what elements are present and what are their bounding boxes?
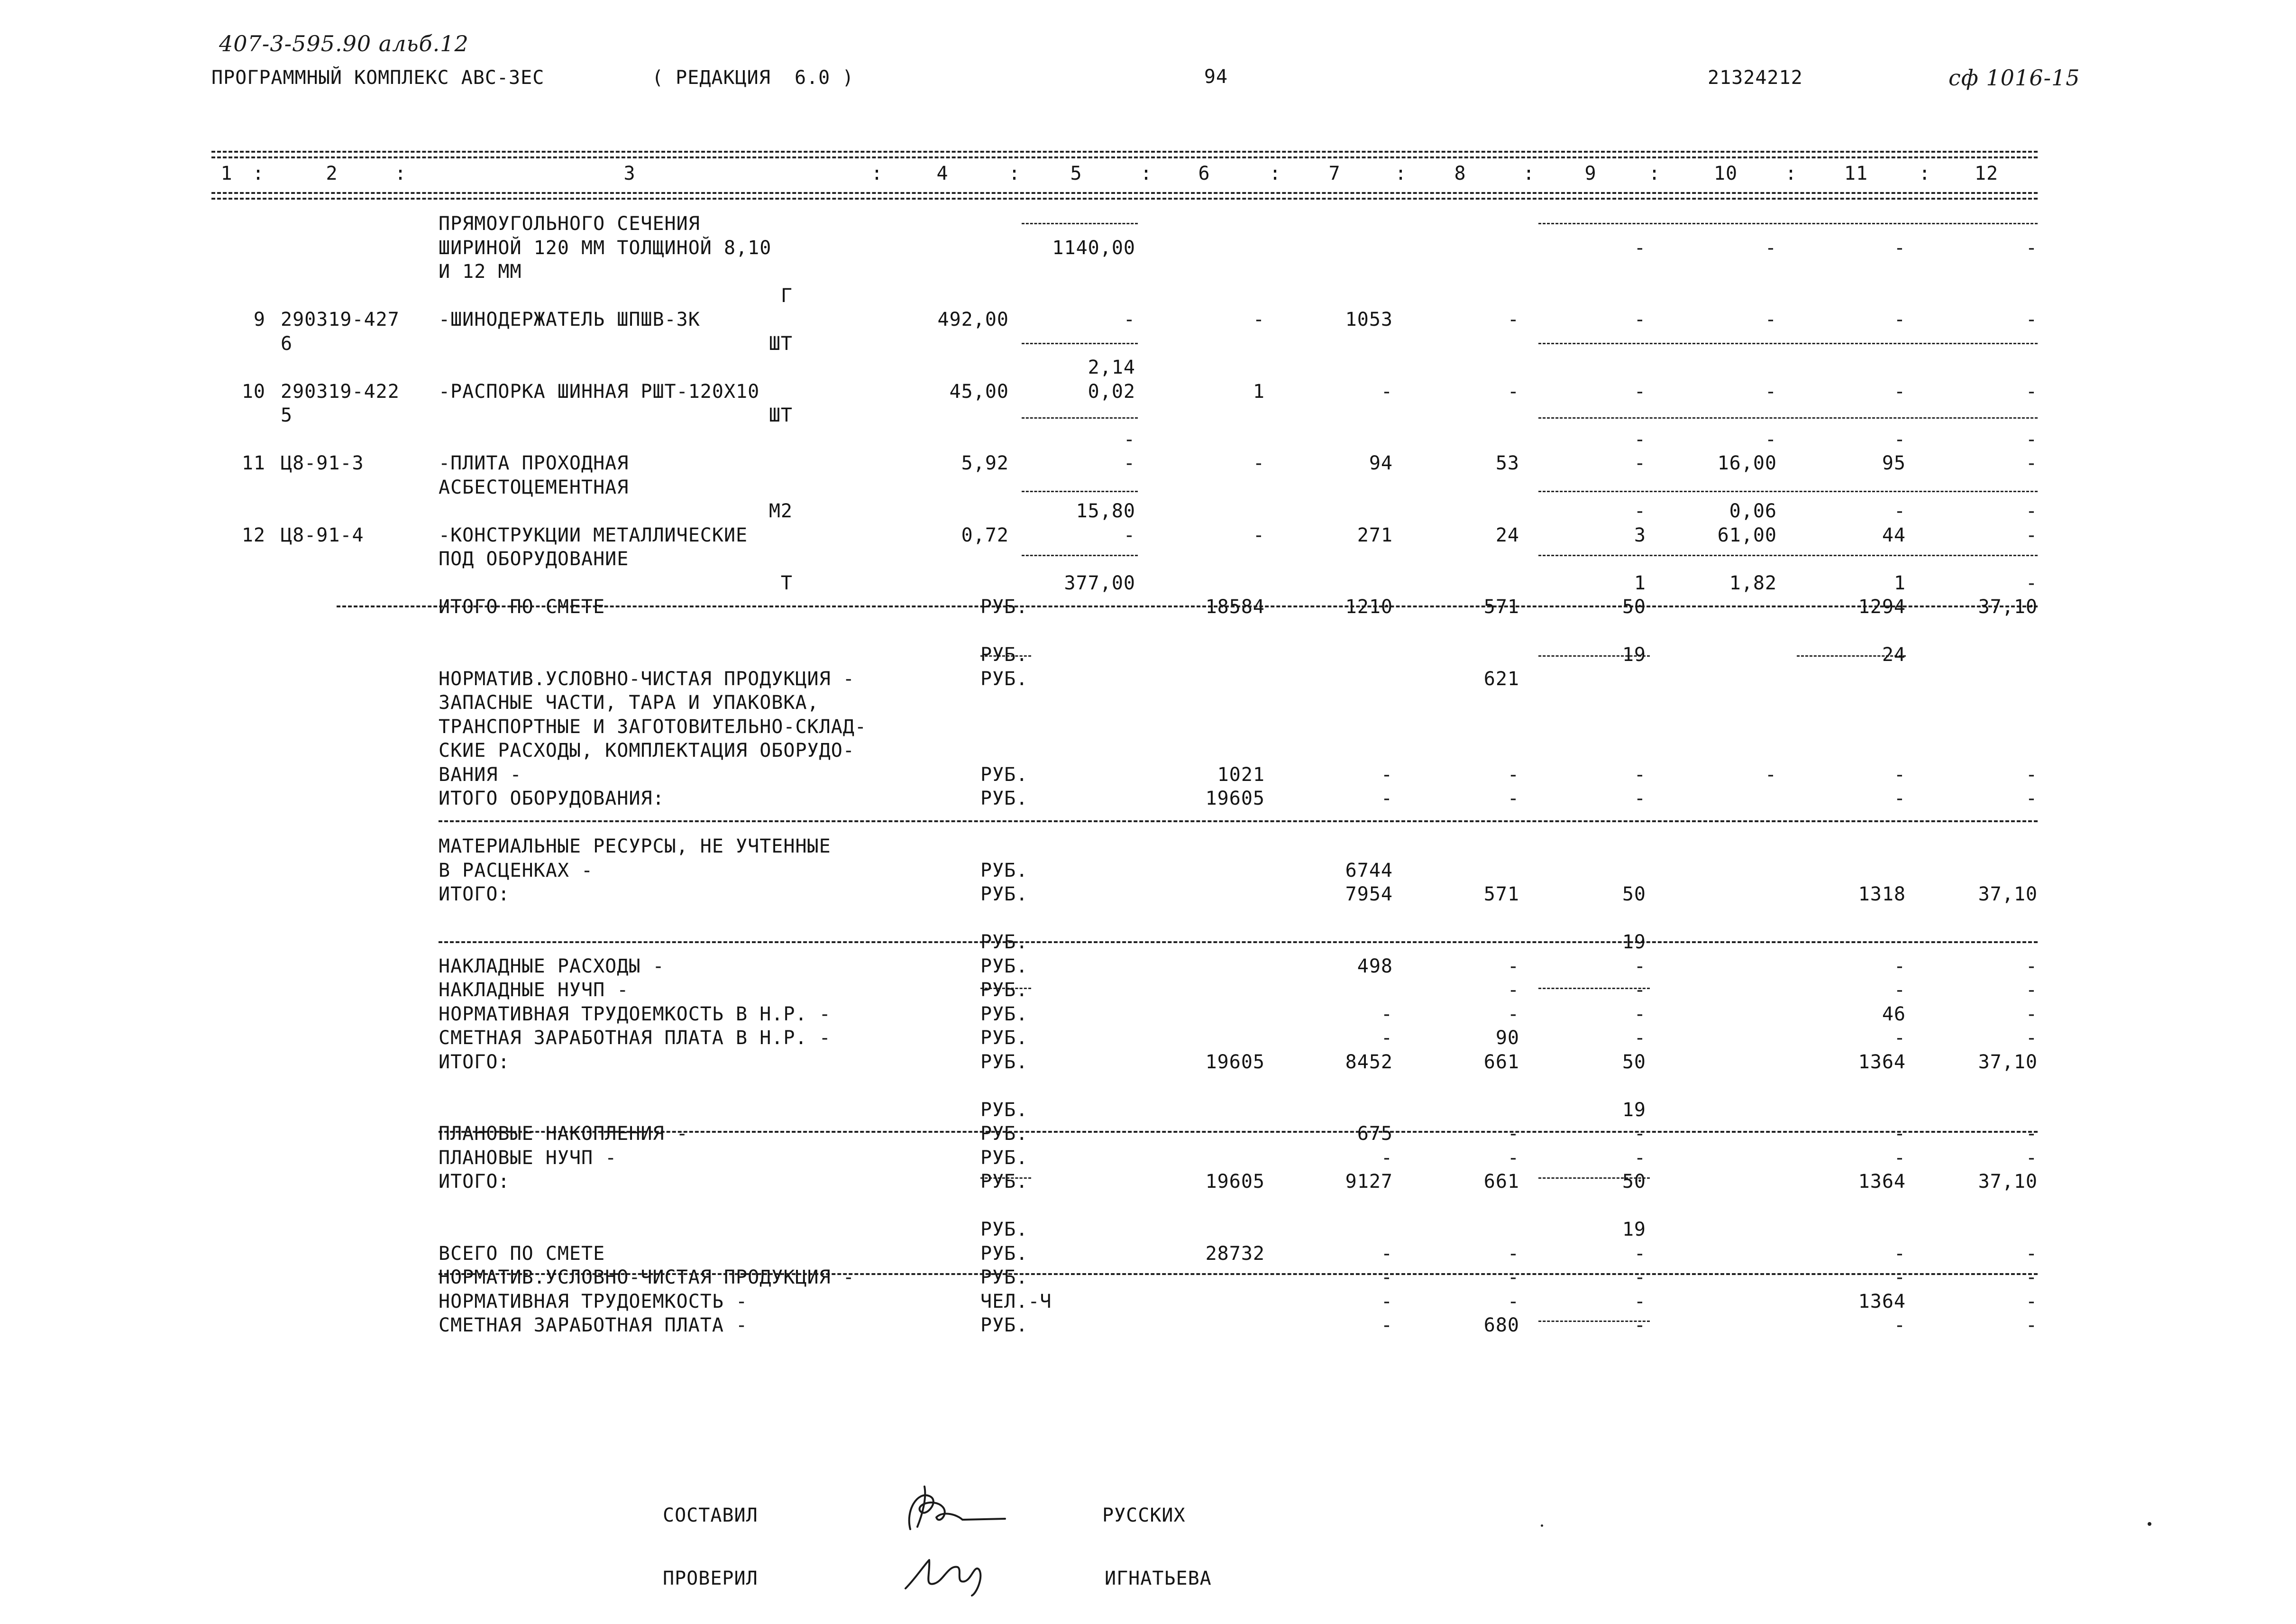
item-description: ПОД ОБОРУДОВАНИЕ [439, 548, 629, 570]
cell-col-9: - [1634, 1003, 1646, 1025]
cell-col-4: РУБ. [980, 1171, 1028, 1193]
column-separator: : [1919, 163, 1931, 184]
item-description: ИТОГО ОБОРУДОВАНИЯ: [439, 788, 665, 809]
column-separator: : [252, 163, 265, 184]
cell-col-9: - [1634, 428, 1646, 450]
cell-col-12: - [2025, 1314, 2038, 1336]
item-description: МАТЕРИАЛЬНЫЕ РЕСУРСЫ, НЕ УЧТЕННЫЕ [439, 835, 831, 857]
cell-col-11: - [1894, 763, 1906, 786]
column-number: 9 [1584, 163, 1597, 184]
cell-col-9: 19 [1622, 1099, 1646, 1121]
item-unit: Т [780, 572, 793, 594]
item-description: И 12 ММ [439, 261, 522, 283]
cell-col-11: 1 [1894, 572, 1906, 594]
cell-col-7: 1210 [1345, 596, 1393, 618]
cell-col-11: - [1894, 1147, 1906, 1169]
cell-col-4: 5,92 [961, 452, 1009, 474]
speck-mark [1541, 1524, 1543, 1527]
cell-col-12: - [2025, 763, 2038, 786]
cell-col-5: - [1123, 452, 1135, 474]
cell-col-9: 50 [1622, 596, 1646, 618]
dashed-rule [1022, 491, 1138, 492]
cell-col-5: - [1123, 309, 1135, 330]
cell-col-5: 0,02 [1088, 380, 1135, 403]
dashed-rule [211, 151, 2038, 153]
cell-col-9: 1 [1634, 572, 1646, 594]
column-number: 6 [1198, 163, 1210, 184]
cell-col-7: - [1381, 788, 1393, 809]
cell-col-9: - [1634, 452, 1646, 474]
doc-code: 407-3-595.90 альб.12 [219, 31, 469, 56]
cell-col-9: 50 [1622, 1051, 1646, 1073]
cell-col-4: РУБ. [980, 1314, 1028, 1336]
cell-col-8: - [1507, 380, 1519, 403]
item-description: ШИРИНОЙ 120 ММ ТОЛЩИНОЙ 8,10 [439, 237, 772, 259]
cell-col-6: 28732 [1205, 1242, 1265, 1265]
item-unit: ШТ [768, 404, 793, 426]
signature-checked [896, 1551, 1000, 1598]
item-description: НОРМАТИВНАЯ ТРУДОЕМКОСТЬ - [439, 1290, 748, 1312]
item-number: 9 [253, 309, 265, 330]
cell-col-7: 7954 [1345, 883, 1393, 905]
column-number: 10 [1713, 163, 1738, 184]
cell-col-12: - [2025, 979, 2038, 1001]
cell-col-9: - [1634, 788, 1646, 809]
cell-col-7: - [1381, 1314, 1393, 1336]
item-description: -КОНСТРУКЦИИ МЕТАЛЛИЧЕСКИЕ [439, 524, 748, 546]
cell-col-12: 37,10 [1978, 1171, 2038, 1193]
cell-col-7: 8452 [1345, 1051, 1393, 1073]
column-separator: : [1648, 163, 1661, 184]
cell-col-11: - [1894, 1027, 1906, 1049]
cell-col-8: - [1507, 1266, 1519, 1288]
cell-col-5: 1140,00 [1052, 237, 1135, 259]
cell-col-8: 661 [1483, 1051, 1519, 1073]
cell-col-8: - [1507, 763, 1519, 786]
cell-col-9: - [1634, 1242, 1646, 1265]
column-separator: : [1395, 163, 1407, 184]
cell-col-12: - [2025, 237, 2038, 259]
cell-col-11: - [1894, 428, 1906, 450]
column-number: 3 [623, 163, 636, 184]
cell-col-7: - [1381, 1266, 1393, 1288]
cell-col-8: 571 [1483, 596, 1519, 618]
item-description: НАКЛАДНЫЕ РАСХОДЫ - [439, 955, 665, 977]
cell-col-11: 1294 [1858, 596, 1906, 618]
item-description: -РАСПОРКА ШИННАЯ РШТ-120Х10 [439, 380, 760, 403]
cell-col-11: - [1894, 380, 1906, 403]
cell-col-6: 19605 [1205, 788, 1265, 809]
edition: ( РЕДАКЦИЯ 6.0 ) [652, 67, 854, 89]
dashed-rule [1022, 555, 1138, 556]
compiled-name: РУССКИХ [1102, 1505, 1186, 1526]
cell-col-6: 19605 [1205, 1051, 1265, 1073]
cell-col-12: - [2025, 524, 2038, 546]
cell-col-4: РУБ. [980, 788, 1028, 809]
cell-col-9: 19 [1622, 644, 1646, 666]
cell-col-7: 94 [1369, 452, 1393, 474]
cell-col-4: РУБ. [980, 1147, 1028, 1169]
item-description: СМЕТНАЯ ЗАРАБОТНАЯ ПЛАТА В Н.Р. - [439, 1027, 831, 1049]
cell-col-11: - [1894, 788, 1906, 809]
column-number: 11 [1844, 163, 1868, 184]
cell-col-9: - [1634, 380, 1646, 403]
cell-col-10: 1,82 [1729, 572, 1777, 594]
cell-col-11: - [1894, 1266, 1906, 1288]
cell-col-10: - [1765, 237, 1777, 259]
signature-compiled [891, 1482, 1015, 1534]
item-number: 11 [241, 452, 265, 474]
cell-col-11: 95 [1882, 452, 1906, 474]
item-description: -ПЛИТА ПРОХОДНАЯ [439, 452, 629, 474]
cell-col-4: РУБ. [980, 1242, 1028, 1265]
column-number: 2 [326, 163, 338, 184]
cell-col-8: 571 [1483, 883, 1519, 905]
cell-col-9: - [1634, 237, 1646, 259]
cell-col-4: РУБ. [980, 931, 1028, 953]
cell-col-11: - [1894, 979, 1906, 1001]
cell-col-4: РУБ. [980, 883, 1028, 905]
cell-col-12: - [2025, 1242, 2038, 1265]
column-separator: : [394, 163, 407, 184]
cell-col-10: 16,00 [1717, 452, 1777, 474]
cell-col-8: - [1507, 309, 1519, 330]
dashed-rule [1022, 223, 1138, 224]
cell-col-10: 61,00 [1717, 524, 1777, 546]
column-number: 12 [1974, 163, 1999, 184]
cell-col-4: РУБ. [980, 979, 1028, 1001]
cell-col-7: 6744 [1345, 859, 1393, 881]
item-description: НАКЛАДНЫЕ НУЧП - [439, 979, 629, 1001]
cell-col-12: - [2025, 1003, 2038, 1025]
cell-col-11: - [1894, 500, 1906, 522]
item-description: ИТОГО: [439, 1171, 510, 1193]
item-code: 290319-422 [281, 380, 400, 403]
program-title: ПРОГРАММНЫЙ КОМПЛЕКС АВС-3ЕС [211, 67, 545, 89]
cell-col-11: 1364 [1858, 1171, 1906, 1193]
cell-col-11: 44 [1882, 524, 1906, 546]
cell-col-12: - [2025, 1290, 2038, 1312]
cell-col-9: - [1634, 500, 1646, 522]
dashed-rule [1022, 417, 1138, 419]
item-description: ИТОГО: [439, 1051, 510, 1073]
dashed-rule [1022, 343, 1138, 344]
column-number: 5 [1070, 163, 1082, 184]
cell-col-11: - [1894, 955, 1906, 977]
item-description: НОРМАТИВ.УСЛОВНО-ЧИСТАЯ ПРОДУКЦИЯ - [439, 668, 855, 690]
cell-col-11: 46 [1882, 1003, 1906, 1025]
cell-col-6: 1021 [1217, 763, 1265, 786]
item-code: 290319-427 [281, 309, 400, 330]
cell-col-6: 1 [1253, 380, 1265, 403]
item-description: ВАНИЯ - [439, 763, 522, 786]
cell-col-7: 675 [1357, 1123, 1393, 1145]
cell-col-7: - [1381, 1242, 1393, 1265]
cell-col-9: - [1634, 1147, 1646, 1169]
cell-col-10: - [1765, 428, 1777, 450]
cell-col-9: 50 [1622, 883, 1646, 905]
cell-col-8: 90 [1495, 1027, 1519, 1049]
cell-col-8: 24 [1495, 524, 1519, 546]
column-number: 8 [1454, 163, 1466, 184]
cell-col-8: 661 [1483, 1171, 1519, 1193]
dashed-rule [439, 941, 2038, 943]
cell-col-12: 37,10 [1978, 883, 2038, 905]
item-description: ПЛАНОВЫЕ НАКОПЛЕНИЯ - [439, 1123, 688, 1145]
cell-col-5: - [1123, 524, 1135, 546]
item-code: 6 [281, 332, 293, 355]
cell-col-8: - [1507, 1123, 1519, 1145]
cell-col-8: - [1507, 1147, 1519, 1169]
cell-col-4: РУБ. [980, 1123, 1028, 1145]
cell-col-9: - [1634, 1314, 1646, 1336]
document-code: 21324212 [1708, 67, 1803, 89]
cell-col-4: РУБ. [980, 668, 1028, 690]
cell-col-7: - [1381, 1003, 1393, 1025]
item-description: АСБЕСТОЦЕМЕНТНАЯ [439, 476, 629, 498]
dashed-rule [1538, 417, 2038, 419]
cell-col-4: 45,00 [949, 380, 1009, 403]
cell-col-8: 53 [1495, 452, 1519, 474]
cell-col-6: - [1253, 524, 1265, 546]
cell-col-6: - [1253, 309, 1265, 330]
cell-col-9: - [1634, 1266, 1646, 1288]
cell-col-6: 19605 [1205, 1171, 1265, 1193]
cell-col-8: - [1507, 1003, 1519, 1025]
cell-col-9: - [1634, 763, 1646, 786]
cell-col-12: 37,10 [1978, 596, 2038, 618]
dashed-rule [1538, 555, 2038, 556]
cell-col-8: - [1507, 788, 1519, 809]
cell-col-4: 0,72 [961, 524, 1009, 546]
cell-col-4: РУБ. [980, 859, 1028, 881]
cell-col-6: - [1253, 452, 1265, 474]
cell-col-12: - [2025, 1123, 2038, 1145]
cell-col-9: 3 [1634, 524, 1646, 546]
item-code: 5 [281, 404, 293, 426]
cell-col-4: РУБ. [980, 644, 1028, 666]
dashed-rule [211, 198, 2038, 200]
cell-col-12: - [2025, 309, 2038, 330]
item-description: НОРМАТИВ.УСЛОВНО-ЧИСТАЯ ПРОДУКЦИЯ - [439, 1266, 855, 1288]
cell-col-4: РУБ. [980, 1266, 1028, 1288]
item-unit: Г [780, 284, 793, 307]
cell-col-11: 1364 [1858, 1051, 1906, 1073]
cell-col-12: - [2025, 428, 2038, 450]
cell-col-5: - [1123, 428, 1135, 450]
cell-col-9: - [1634, 979, 1646, 1001]
cell-col-12: - [2025, 1147, 2038, 1169]
cell-col-12: - [2025, 955, 2038, 977]
column-separator: : [1269, 163, 1281, 184]
item-number: 12 [241, 524, 265, 546]
cell-col-8: - [1507, 1290, 1519, 1312]
column-number: 7 [1328, 163, 1341, 184]
checked-label: ПРОВЕРИЛ [663, 1568, 758, 1589]
cell-col-12: - [2025, 452, 2038, 474]
cell-col-7: 9127 [1345, 1171, 1393, 1193]
column-separator: : [871, 163, 883, 184]
cell-col-7: - [1381, 380, 1393, 403]
item-description: ВСЕГО ПО СМЕТЕ [439, 1242, 605, 1265]
cell-col-6: 18584 [1205, 596, 1265, 618]
item-description: ПЛАНОВЫЕ НУЧП - [439, 1147, 617, 1169]
item-description: ПРЯМОУГОЛЬНОГО СЕЧЕНИЯ [439, 213, 700, 235]
cell-col-12: 37,10 [1978, 1051, 2038, 1073]
cell-col-7: - [1381, 1290, 1393, 1312]
dashed-rule [439, 820, 2038, 822]
cell-col-4: РУБ. [980, 596, 1028, 618]
cell-col-10: 0,06 [1729, 500, 1777, 522]
item-description: -ШИНОДЕРЖАТЕЛЬ ШПШВ-3К [439, 309, 700, 330]
column-separator: : [1008, 163, 1021, 184]
column-separator: : [1523, 163, 1535, 184]
dashed-rule [1538, 343, 2038, 344]
dashed-rule [1538, 491, 2038, 492]
cell-col-4: РУБ. [980, 1051, 1028, 1073]
dashed-rule [1538, 988, 1650, 989]
cell-col-9: 19 [1622, 1219, 1646, 1240]
cell-col-5: 377,00 [1064, 572, 1135, 594]
cell-col-10: - [1765, 380, 1777, 403]
cell-col-7: - [1381, 1147, 1393, 1169]
item-unit: ШТ [768, 332, 793, 355]
cell-col-7: 1053 [1345, 309, 1393, 330]
cell-col-12: - [2025, 572, 2038, 594]
cell-col-11: - [1894, 237, 1906, 259]
item-number: 10 [241, 380, 265, 403]
column-separator: : [1785, 163, 1797, 184]
cell-col-12: - [2025, 788, 2038, 809]
speck-mark [2148, 1522, 2151, 1526]
cell-col-12: - [2025, 500, 2038, 522]
cell-col-11: - [1894, 1123, 1906, 1145]
item-code: Ц8-91-4 [281, 524, 364, 546]
cell-col-9: 19 [1622, 931, 1646, 953]
checked-name: ИГНАТЬЕВА [1105, 1568, 1212, 1589]
item-description: В РАСЦЕНКАХ - [439, 859, 594, 881]
dashed-rule [211, 156, 2038, 158]
cell-col-7: 498 [1357, 955, 1393, 977]
item-description: ЗАПАСНЫЕ ЧАСТИ, ТАРА И УПАКОВКА, [439, 692, 819, 714]
cell-col-8: - [1507, 979, 1519, 1001]
cell-col-8: - [1507, 1242, 1519, 1265]
cell-col-9: - [1634, 955, 1646, 977]
column-separator: : [1140, 163, 1153, 184]
item-description: ТРАНСПОРТНЫЕ И ЗАГОТОВИТЕЛЬНО-СКЛАД- [439, 716, 867, 738]
cell-col-5: 15,80 [1076, 500, 1135, 522]
cell-col-9: - [1634, 1123, 1646, 1145]
item-description: НОРМАТИВНАЯ ТРУДОЕМКОСТЬ В Н.Р. - [439, 1003, 831, 1025]
item-description: СКИЕ РАСХОДЫ, КОМПЛЕКТАЦИЯ ОБОРУДО- [439, 740, 855, 762]
cell-col-11: - [1894, 1242, 1906, 1265]
item-description: ИТОГО: [439, 883, 510, 905]
cell-col-10: - [1765, 763, 1777, 786]
cell-col-8: 680 [1483, 1314, 1519, 1336]
cell-col-11: - [1894, 309, 1906, 330]
item-description: СМЕТНАЯ ЗАРАБОТНАЯ ПЛАТА - [439, 1314, 748, 1336]
cell-col-12: - [2025, 1027, 2038, 1049]
cell-col-4: 492,00 [937, 309, 1009, 330]
cell-col-4: РУБ. [980, 1027, 1028, 1049]
cell-col-9: - [1634, 1027, 1646, 1049]
sheet-ref: сф 1016-15 [1948, 65, 2080, 91]
column-number: 4 [936, 163, 949, 184]
cell-col-12: - [2025, 380, 2038, 403]
item-unit: М2 [768, 500, 793, 522]
cell-col-4: РУБ. [980, 955, 1028, 977]
column-number: 1 [220, 163, 233, 184]
dashed-rule [1538, 223, 2038, 224]
item-description: ИТОГО ПО СМЕТЕ [439, 596, 605, 618]
cell-col-7: - [1381, 1027, 1393, 1049]
cell-col-10: - [1765, 309, 1777, 330]
cell-col-11: 24 [1882, 644, 1906, 666]
cell-col-12: - [2025, 1266, 2038, 1288]
cell-col-5: 2,14 [1088, 357, 1135, 378]
cell-col-4: РУБ. [980, 1219, 1028, 1240]
cell-col-11: - [1894, 1314, 1906, 1336]
cell-col-11: 1364 [1858, 1290, 1906, 1312]
cell-col-4: ЧЕЛ.-Ч [980, 1290, 1052, 1312]
compiled-label: СОСТАВИЛ [663, 1505, 758, 1526]
dashed-rule [1538, 1321, 1650, 1322]
cell-col-4: РУБ. [980, 1003, 1028, 1025]
page-number: 94 [1204, 66, 1228, 88]
cell-col-8: 621 [1483, 668, 1519, 690]
cell-col-7: - [1381, 763, 1393, 786]
item-code: Ц8-91-3 [281, 452, 364, 474]
cell-col-11: 1318 [1858, 883, 1906, 905]
cell-col-9: 50 [1622, 1171, 1646, 1193]
cell-col-8: - [1507, 955, 1519, 977]
cell-col-9: - [1634, 309, 1646, 330]
dashed-rule [211, 192, 2038, 194]
cell-col-9: - [1634, 1290, 1646, 1312]
cell-col-7: 271 [1357, 524, 1393, 546]
cell-col-4: РУБ. [980, 1099, 1028, 1121]
cell-col-4: РУБ. [980, 763, 1028, 786]
